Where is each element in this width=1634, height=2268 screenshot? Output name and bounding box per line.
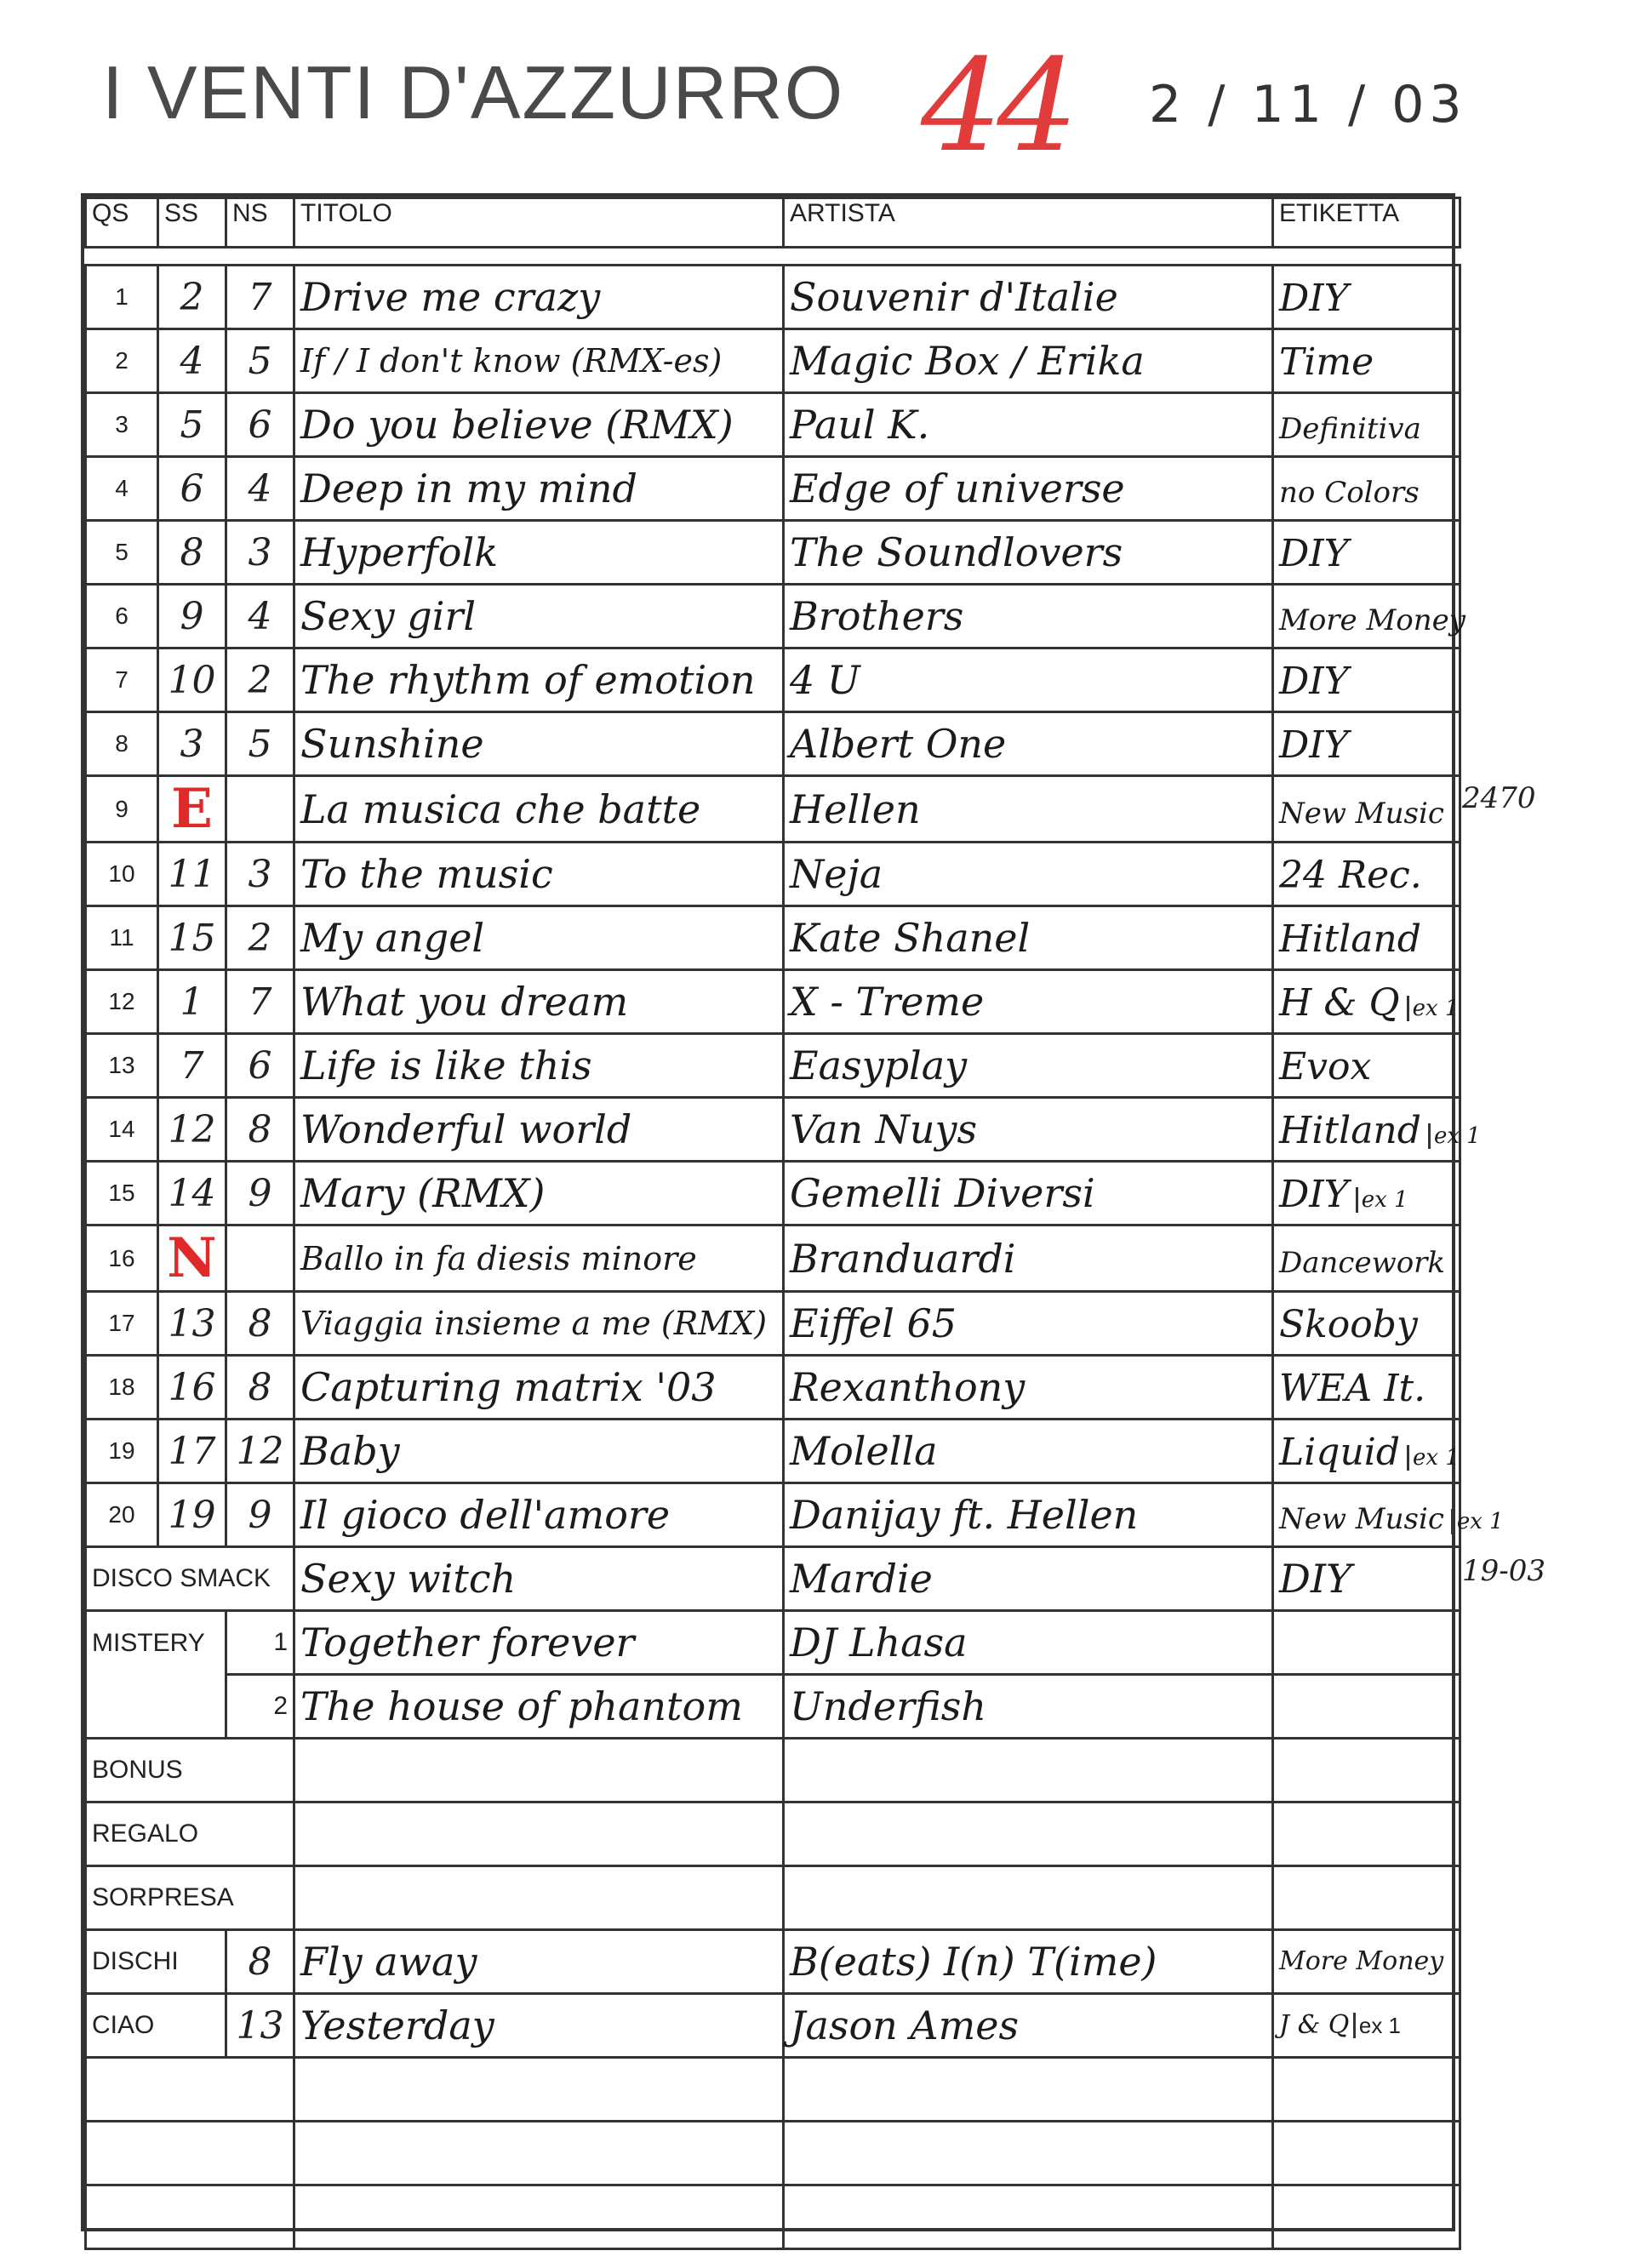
label-text: New Music <box>1279 796 1444 831</box>
qs-cell: 12 <box>86 970 158 1034</box>
table-row <box>86 1098 1460 1162</box>
bonus-cell <box>294 1739 784 1802</box>
col-qs: QS <box>86 198 158 248</box>
ns-cell: 9 <box>226 1162 294 1225</box>
title-cell: Deep in my mind <box>294 457 784 521</box>
artist-cell: The Soundlovers <box>784 521 1273 585</box>
new-entry-mark: E <box>171 777 213 841</box>
title-cell: To the music <box>294 843 784 906</box>
qs-cell: 19 <box>86 1420 158 1483</box>
qs-cell: 6 <box>86 585 158 648</box>
artist-cell: Gemelli Diversi <box>784 1162 1273 1225</box>
label-text: H & Q <box>1279 981 1400 1025</box>
ss-cell: 3 <box>158 712 226 776</box>
qs-cell: 18 <box>86 1356 158 1420</box>
table-row <box>86 648 1460 712</box>
table-row <box>86 1292 1460 1356</box>
disco-smack-artist: Mardie <box>784 1547 1273 1611</box>
empty-cell <box>1273 2185 1460 2249</box>
dischi-label: DISCHI <box>86 1930 226 1994</box>
qs-cell: 13 <box>86 1034 158 1098</box>
bonus-cell <box>1273 1802 1460 1866</box>
table-row <box>86 585 1460 648</box>
artist-cell: 4 U <box>784 648 1273 712</box>
ss-cell: 2 <box>158 266 226 329</box>
title-cell: Do you believe (RMX) <box>294 393 784 457</box>
ex-note: ex 1 <box>1407 1445 1460 1471</box>
label-cell <box>1273 1292 1460 1356</box>
artist-cell: Souvenir d'Italie <box>784 266 1273 329</box>
bonus-cell <box>1273 1866 1460 1930</box>
disco-smack-label: DISCO SMACK <box>86 1547 294 1611</box>
bonus-label: BONUS <box>86 1739 294 1802</box>
label-text: DIY <box>1279 532 1349 575</box>
ciao-ex-note: ex 1 <box>1353 2013 1401 2038</box>
sorpresa-label: SORPRESA <box>86 1866 294 1930</box>
ciao-number: 13 <box>226 1994 294 2058</box>
ss-cell: 5 <box>158 393 226 457</box>
issue-date: 2 / 11 / 03 <box>1149 75 1467 134</box>
label-cell <box>1273 329 1460 393</box>
issue-number: 44 <box>921 32 1073 180</box>
empty-cell <box>784 2122 1273 2185</box>
table-row <box>86 521 1460 585</box>
qs-cell: 1 <box>86 266 158 329</box>
title-cell: If / I don't know (RMX-es) <box>294 329 784 393</box>
ss-cell: 10 <box>158 648 226 712</box>
table-row <box>86 329 1460 393</box>
disco-smack-section <box>86 1547 1460 1611</box>
label-cell <box>1273 457 1460 521</box>
ciao-label: CIAO <box>86 1994 226 2058</box>
new-entry-mark: N <box>167 1226 217 1290</box>
title-cell: La musica che batte <box>294 776 784 843</box>
qs-cell: 3 <box>86 393 158 457</box>
table-row <box>86 1034 1460 1098</box>
ciao-etikett <box>1273 1994 1460 2058</box>
artist-cell: Molella <box>784 1420 1273 1483</box>
artist-cell: Hellen <box>784 776 1273 843</box>
col-ns: NS <box>226 198 294 248</box>
ss-cell <box>158 776 226 843</box>
qs-cell: 17 <box>86 1292 158 1356</box>
artist-cell: Eiffel 65 <box>784 1292 1273 1356</box>
table-row <box>86 266 1460 329</box>
label-cell <box>1273 393 1460 457</box>
mistery-artist: Underfish <box>784 1675 1273 1739</box>
col-ss: SS <box>158 198 226 248</box>
table-row <box>86 1483 1460 1547</box>
qs-cell: 9 <box>86 776 158 843</box>
dischi-artist: B(eats) I(n) T(ime) <box>784 1930 1273 1994</box>
ns-cell: 9 <box>226 1483 294 1547</box>
title-cell: Mary (RMX) <box>294 1162 784 1225</box>
label-cell <box>1273 521 1460 585</box>
artist-cell: Neja <box>784 843 1273 906</box>
label-text: DIY <box>1279 1173 1349 1216</box>
label-text: Dancework <box>1279 1245 1446 1280</box>
ss-cell: 13 <box>158 1292 226 1356</box>
disco-smack-title: Sexy witch <box>294 1547 784 1611</box>
label-cell <box>1273 648 1460 712</box>
mistery-label: MISTERY <box>86 1611 226 1739</box>
artist-cell: Van Nuys <box>784 1098 1273 1162</box>
dischi-ciao-section <box>86 1930 1460 2249</box>
dischi-number: 8 <box>226 1930 294 1994</box>
ex-note: ex 1 <box>1428 1123 1481 1149</box>
ns-cell: 12 <box>226 1420 294 1483</box>
empty-cell <box>784 2185 1273 2249</box>
label-cell <box>1273 776 1460 843</box>
empty-cell <box>1273 2122 1460 2185</box>
mistery-number: 1 <box>226 1611 294 1675</box>
ciao-artist: Jason Ames <box>784 1994 1273 2058</box>
artist-cell: Magic Box / Erika <box>784 329 1273 393</box>
ss-cell: 15 <box>158 906 226 970</box>
ss-cell: 1 <box>158 970 226 1034</box>
ss-cell: 7 <box>158 1034 226 1098</box>
qs-cell: 7 <box>86 648 158 712</box>
qs-cell: 2 <box>86 329 158 393</box>
ss-cell: 6 <box>158 457 226 521</box>
qs-cell: 11 <box>86 906 158 970</box>
label-text: More Money <box>1279 603 1465 637</box>
ex-note: ex 1 <box>1356 1187 1408 1213</box>
label-text: Time <box>1279 340 1374 384</box>
title-cell: Il gioco dell'amore <box>294 1483 784 1547</box>
title-cell: Ballo in fa diesis minore <box>294 1225 784 1292</box>
label-text: Skooby <box>1279 1303 1418 1346</box>
qs-cell: 4 <box>86 457 158 521</box>
qs-cell: 15 <box>86 1162 158 1225</box>
title-cell: Wonderful world <box>294 1098 784 1162</box>
label-cell <box>1273 1483 1504 1547</box>
empty-cell <box>86 2185 294 2249</box>
title-cell: Sunshine <box>294 712 784 776</box>
table-row <box>86 1225 1460 1292</box>
ex-note: ex 1 <box>1451 1509 1504 1534</box>
label-text: 24 Rec. <box>1279 854 1422 897</box>
ns-cell: 2 <box>226 906 294 970</box>
artist-cell: X - Treme <box>784 970 1273 1034</box>
mistery-title: Together forever <box>294 1611 784 1675</box>
table-row <box>86 712 1460 776</box>
artist-cell: Albert One <box>784 712 1273 776</box>
artist-cell: Branduardi <box>784 1225 1273 1292</box>
table-row <box>86 970 1460 1034</box>
ns-cell: 3 <box>226 843 294 906</box>
label-text: Liquid <box>1279 1431 1401 1474</box>
ns-cell: 8 <box>226 1292 294 1356</box>
label-text: no Colors <box>1279 476 1420 510</box>
ns-cell: 3 <box>226 521 294 585</box>
title-cell: Sexy girl <box>294 585 784 648</box>
ss-cell: 8 <box>158 521 226 585</box>
column-header-row <box>86 198 1460 248</box>
bonus-cell <box>294 1866 784 1930</box>
ss-cell: 19 <box>158 1483 226 1547</box>
label-cell <box>1273 1098 1481 1162</box>
label-text: DIY <box>1279 723 1349 767</box>
empty-cell <box>86 2122 294 2185</box>
mistery-number: 2 <box>226 1675 294 1739</box>
bonus-section <box>86 1739 1460 1930</box>
table-row <box>86 843 1460 906</box>
qs-cell: 10 <box>86 843 158 906</box>
label-text: New Music <box>1279 1502 1444 1536</box>
label-text: DIY <box>1279 277 1349 320</box>
regalo-label: REGALO <box>86 1802 294 1866</box>
ns-cell: 5 <box>226 712 294 776</box>
table-row <box>86 457 1460 521</box>
bonus-cell <box>784 1866 1273 1930</box>
empty-cell <box>294 2122 784 2185</box>
label-cell <box>1273 1356 1460 1420</box>
header-gap <box>86 248 1460 266</box>
qs-cell: 16 <box>86 1225 158 1292</box>
label-text: Hitland <box>1279 1109 1421 1152</box>
ss-cell: 11 <box>158 843 226 906</box>
ns-cell: 2 <box>226 648 294 712</box>
label-text: Hitland <box>1279 917 1421 961</box>
label-cell <box>1273 843 1460 906</box>
bonus-cell <box>294 1802 784 1866</box>
ss-cell: 12 <box>158 1098 226 1162</box>
label-cell <box>1273 906 1460 970</box>
ex-note: ex 1 <box>1407 996 1460 1021</box>
artist-cell: Brothers <box>784 585 1273 648</box>
mistery-label-cell <box>1273 1611 1460 1675</box>
table-row <box>86 1420 1460 1483</box>
qs-cell: 8 <box>86 712 158 776</box>
col-title: TITOLO <box>294 198 784 248</box>
artist-cell: Kate Shanel <box>784 906 1273 970</box>
disco-smack-etikett: DIY <box>1273 1547 1460 1611</box>
empty-cell <box>1273 2058 1460 2122</box>
mistery-section <box>86 1611 1460 1739</box>
empty-cell <box>294 2058 784 2122</box>
label-cell <box>1273 1034 1460 1098</box>
ns-cell <box>226 1225 294 1292</box>
artist-cell: Paul K. <box>784 393 1273 457</box>
label-cell <box>1273 585 1465 648</box>
title-cell: Baby <box>294 1420 784 1483</box>
title-cell: My angel <box>294 906 784 970</box>
qs-cell: 20 <box>86 1483 158 1547</box>
ns-cell: 7 <box>226 970 294 1034</box>
empty-cell <box>294 2185 784 2249</box>
qs-cell: 5 <box>86 521 158 585</box>
mistery-title: The house of phantom <box>294 1675 784 1739</box>
side-note-disco-smack: 19-03 <box>1462 1554 1546 1588</box>
side-note-row9: 2470 <box>1462 781 1536 815</box>
artist-cell: Rexanthony <box>784 1356 1273 1420</box>
col-label: ETIKETTA <box>1273 198 1460 248</box>
table-row <box>86 906 1460 970</box>
ns-cell: 6 <box>226 1034 294 1098</box>
bonus-cell <box>1273 1739 1460 1802</box>
ns-cell: 5 <box>226 329 294 393</box>
ss-cell: 4 <box>158 329 226 393</box>
label-cell <box>1273 1162 1460 1225</box>
title-cell: The rhythm of emotion <box>294 648 784 712</box>
table-row <box>86 1162 1460 1225</box>
title-cell: Hyperfolk <box>294 521 784 585</box>
empty-cell <box>784 2058 1273 2122</box>
qs-cell: 14 <box>86 1098 158 1162</box>
page-title: I VENTI D'AZZURRO <box>102 50 845 134</box>
table-row <box>86 776 1460 843</box>
title-cell: Capturing matrix '03 <box>294 1356 784 1420</box>
ns-cell: 8 <box>226 1356 294 1420</box>
title-cell: Drive me crazy <box>294 266 784 329</box>
title-cell: Viaggia insieme a me (RMX) <box>294 1292 784 1356</box>
artist-cell: Danijay ft. Hellen <box>784 1483 1273 1547</box>
ns-cell: 7 <box>226 266 294 329</box>
dischi-title: Fly away <box>294 1930 784 1994</box>
label-text: WEA It. <box>1279 1367 1426 1410</box>
artist-cell: Easyplay <box>784 1034 1273 1098</box>
ciao-etikett-text: J & Q <box>1279 2009 1350 2040</box>
dischi-etikett: More Money <box>1273 1930 1460 1994</box>
label-text: Evox <box>1279 1045 1372 1088</box>
mistery-label-cell <box>1273 1675 1460 1739</box>
ss-cell: 14 <box>158 1162 226 1225</box>
bonus-cell <box>784 1739 1273 1802</box>
label-cell <box>1273 266 1460 329</box>
label-cell <box>1273 1420 1460 1483</box>
ns-cell: 8 <box>226 1098 294 1162</box>
title-cell: Life is like this <box>294 1034 784 1098</box>
col-artist: ARTISTA <box>784 198 1273 248</box>
label-cell <box>1273 1225 1460 1292</box>
ciao-title: Yesterday <box>294 1994 784 2058</box>
label-text: Definitiva <box>1279 412 1421 446</box>
bonus-cell <box>784 1802 1273 1866</box>
mistery-artist: DJ Lhasa <box>784 1611 1273 1675</box>
ss-cell <box>158 1225 226 1292</box>
ns-cell: 4 <box>226 457 294 521</box>
ss-cell: 17 <box>158 1420 226 1483</box>
table-row <box>86 393 1460 457</box>
ss-cell: 9 <box>158 585 226 648</box>
ss-cell: 16 <box>158 1356 226 1420</box>
ns-cell: 4 <box>226 585 294 648</box>
label-cell <box>1273 712 1460 776</box>
label-text: DIY <box>1279 660 1349 703</box>
ns-cell <box>226 776 294 843</box>
label-cell <box>1273 970 1460 1034</box>
title-cell: What you dream <box>294 970 784 1034</box>
ns-cell: 6 <box>226 393 294 457</box>
empty-cell <box>86 2058 294 2122</box>
table-row <box>86 1356 1460 1420</box>
artist-cell: Edge of universe <box>784 457 1273 521</box>
